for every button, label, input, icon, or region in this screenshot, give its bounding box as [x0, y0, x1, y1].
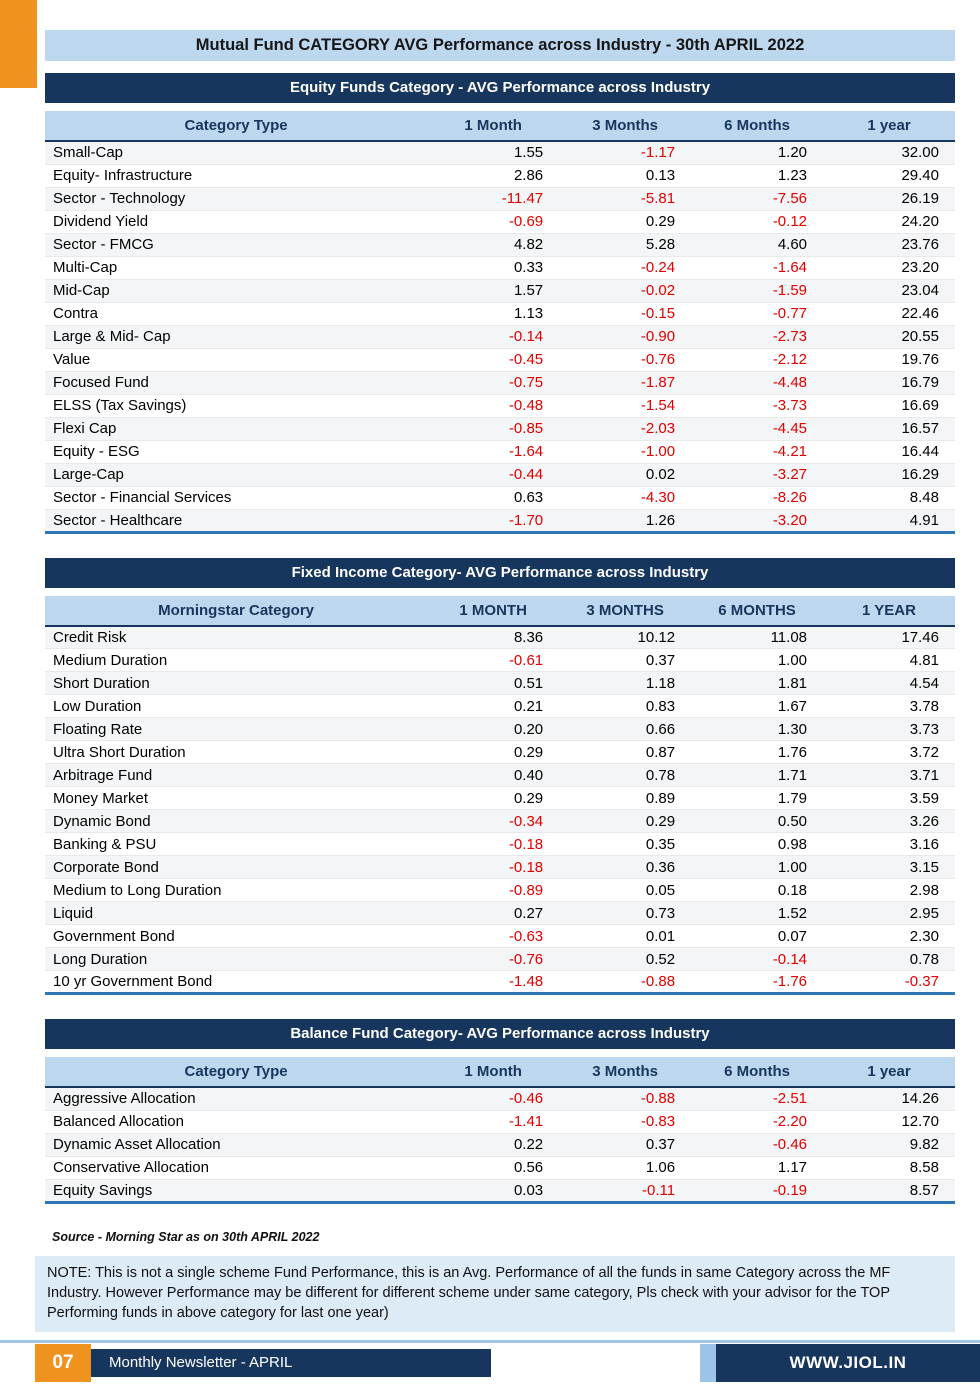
value-cell: 0.35	[559, 833, 691, 856]
value-cell: 1.30	[691, 718, 823, 741]
value-cell: -0.18	[427, 833, 559, 856]
value-cell: 16.57	[823, 417, 955, 440]
table-row	[45, 1133, 955, 1156]
column-header: 1 year	[823, 1057, 955, 1087]
value-cell: 8.57	[909, 1181, 939, 1199]
value-cell: -0.46	[691, 1133, 823, 1156]
value-cell: -0.69	[427, 210, 559, 233]
value-cell: 0.98	[691, 833, 823, 856]
value-cell: -1.70	[508, 511, 544, 529]
category-cell: Value	[45, 348, 427, 371]
value-cell: 0.05	[559, 879, 691, 902]
value-cell: 26.19	[823, 187, 955, 210]
tables-host	[45, 73, 955, 1228]
category-cell: Sector - FMCG	[45, 233, 427, 256]
category-cell: Small-Cap	[45, 141, 427, 164]
value-cell: 3.72	[823, 741, 955, 764]
column-header: 1 Month	[427, 111, 559, 141]
category-cell: Balanced Allocation	[45, 1110, 427, 1133]
value-cell: 0.20	[427, 718, 559, 741]
category-cell: Corporate Bond	[45, 856, 427, 879]
category-cell: Large & Mid- Cap	[45, 325, 427, 348]
value-cell: -0.37	[904, 973, 939, 990]
value-cell: -0.11	[642, 1181, 676, 1199]
column-header: Category Type	[45, 111, 427, 141]
table-row	[45, 672, 955, 695]
value-cell: 1.71	[691, 764, 823, 787]
value-cell: 0.89	[559, 787, 691, 810]
value-cell: 2.98	[823, 879, 955, 902]
source-note: Source - Morning Star as on 30th APRIL 2022	[52, 1230, 320, 1244]
value-cell: -1.41	[427, 1110, 559, 1133]
value-cell: 10.12	[559, 626, 691, 649]
category-cell: Focused Fund	[45, 371, 427, 394]
value-cell: 0.63	[427, 486, 559, 509]
value-cell: 16.29	[823, 463, 955, 486]
value-cell: 1.06	[559, 1156, 691, 1179]
value-cell: 0.73	[559, 902, 691, 925]
value-cell: -0.18	[427, 856, 559, 879]
fund-table-section	[45, 73, 955, 534]
data-table	[45, 1057, 955, 1204]
value-cell: 0.40	[427, 764, 559, 787]
page-title: Mutual Fund CATEGORY AVG Performance across Industry - 30th APRIL 2022	[45, 30, 955, 61]
value-cell: 0.36	[559, 856, 691, 879]
column-header: 1 year	[823, 111, 955, 141]
category-cell: Arbitrage Fund	[45, 764, 427, 787]
category-cell: Low Duration	[45, 695, 427, 718]
table-row	[45, 764, 955, 787]
table-title: Fixed Income Category- AVG Performance across Industry	[45, 558, 955, 588]
category-cell: Short Duration	[45, 672, 427, 695]
value-cell: 0.33	[427, 256, 559, 279]
value-cell: -0.89	[427, 879, 559, 902]
fund-table-section	[45, 558, 955, 996]
category-cell: Contra	[45, 302, 427, 325]
value-cell: 14.26	[823, 1087, 955, 1110]
value-cell: -2.73	[691, 325, 823, 348]
column-header: 6 Months	[691, 111, 823, 141]
table-row	[45, 626, 955, 649]
category-cell: Dividend Yield	[45, 210, 427, 233]
value-cell: 16.79	[823, 371, 955, 394]
value-cell: -3.27	[691, 463, 823, 486]
value-cell: 1.55	[427, 141, 559, 164]
table-row	[45, 925, 955, 948]
category-cell: Government Bond	[45, 925, 427, 948]
category-cell: Aggressive Allocation	[45, 1087, 427, 1110]
value-cell: -0.76	[427, 948, 559, 971]
value-cell: 3.73	[823, 718, 955, 741]
category-cell: Medium Duration	[45, 649, 427, 672]
value-cell: -1.00	[559, 440, 691, 463]
value-cell: 1.17	[691, 1156, 823, 1179]
value-cell: 23.20	[823, 256, 955, 279]
table-head	[45, 111, 955, 141]
category-cell: ELSS (Tax Savings)	[45, 394, 427, 417]
category-cell: Ultra Short Duration	[45, 741, 427, 764]
category-cell: Sector - Healthcare	[53, 511, 183, 529]
value-cell: 24.20	[823, 210, 955, 233]
table-row	[45, 833, 955, 856]
category-cell: Floating Rate	[45, 718, 427, 741]
value-cell: -1.64	[427, 440, 559, 463]
category-cell: Sector - Financial Services	[45, 486, 427, 509]
category-cell: Multi-Cap	[45, 256, 427, 279]
column-header: 1 Month	[427, 1057, 559, 1087]
category-cell: Equity - ESG	[45, 440, 427, 463]
value-cell: 0.87	[559, 741, 691, 764]
value-cell: 0.29	[559, 810, 691, 833]
value-cell: 3.71	[823, 764, 955, 787]
header-row	[45, 1057, 955, 1087]
value-cell: 23.04	[823, 279, 955, 302]
category-cell: Dynamic Asset Allocation	[45, 1133, 427, 1156]
table-row	[45, 233, 955, 256]
value-cell: -0.14	[691, 948, 823, 971]
value-cell: -8.26	[691, 486, 823, 509]
table-row	[45, 787, 955, 810]
value-cell: 3.15	[823, 856, 955, 879]
value-cell: 0.27	[427, 902, 559, 925]
table-row	[45, 210, 955, 233]
value-cell: 16.44	[823, 440, 955, 463]
value-cell: 8.58	[823, 1156, 955, 1179]
value-cell: -2.51	[691, 1087, 823, 1110]
value-cell: 0.02	[559, 463, 691, 486]
value-cell: -1.64	[691, 256, 823, 279]
value-cell: 0.29	[427, 787, 559, 810]
value-cell: -4.45	[691, 417, 823, 440]
value-cell: -0.77	[691, 302, 823, 325]
table-row	[45, 741, 955, 764]
category-cell: Dynamic Bond	[45, 810, 427, 833]
value-cell: 0.83	[559, 695, 691, 718]
value-cell: -0.90	[559, 325, 691, 348]
value-cell: -0.88	[640, 973, 676, 990]
value-cell: 0.29	[427, 741, 559, 764]
value-cell: 0.07	[691, 925, 823, 948]
column-header: 6 MONTHS	[691, 596, 823, 626]
newsletter-title: Monthly Newsletter - APRIL	[91, 1349, 491, 1377]
value-cell: 0.56	[427, 1156, 559, 1179]
category-cell: Sector - Technology	[45, 187, 427, 210]
value-cell: -7.56	[691, 187, 823, 210]
table-title: Equity Funds Category - AVG Performance across Industry	[45, 73, 955, 103]
value-cell: 8.48	[823, 486, 955, 509]
category-cell: Equity- Infrastructure	[45, 164, 427, 187]
value-cell: -0.14	[427, 325, 559, 348]
category-cell: Long Duration	[45, 948, 427, 971]
value-cell: 29.40	[823, 164, 955, 187]
value-cell: 0.50	[691, 810, 823, 833]
value-cell: 0.22	[427, 1133, 559, 1156]
value-cell: -2.12	[691, 348, 823, 371]
value-cell: 1.26	[645, 511, 676, 529]
column-header: Category Type	[45, 1057, 427, 1087]
table-head	[45, 1057, 955, 1087]
value-cell: 8.36	[427, 626, 559, 649]
value-cell: 12.70	[823, 1110, 955, 1133]
category-cell: Large-Cap	[45, 463, 427, 486]
category-cell: Flexi Cap	[45, 417, 427, 440]
table-row	[45, 971, 955, 994]
value-cell: 0.51	[427, 672, 559, 695]
category-cell: Medium to Long Duration	[45, 879, 427, 902]
header-row	[45, 596, 955, 626]
value-cell: 0.78	[559, 764, 691, 787]
value-cell: 0.37	[559, 1133, 691, 1156]
value-cell: 17.46	[823, 626, 955, 649]
value-cell: -4.21	[691, 440, 823, 463]
table-row	[45, 879, 955, 902]
value-cell: 0.03	[513, 1181, 544, 1199]
value-cell: 1.81	[691, 672, 823, 695]
value-cell: 2.95	[823, 902, 955, 925]
value-cell: -0.88	[559, 1087, 691, 1110]
page-number-badge: 07	[35, 1344, 91, 1382]
value-cell: -1.76	[772, 973, 808, 990]
table-row	[45, 164, 955, 187]
value-cell: 2.30	[823, 925, 955, 948]
fund-table-section	[45, 1019, 955, 1204]
value-cell: 4.81	[823, 649, 955, 672]
table-title: Balance Fund Category- AVG Performance across Industry	[45, 1019, 955, 1049]
table-row	[45, 141, 955, 164]
value-cell: -5.81	[559, 187, 691, 210]
value-cell: -3.20	[772, 511, 808, 529]
value-cell: 0.37	[559, 649, 691, 672]
footer-divider	[0, 1340, 980, 1343]
table-row	[45, 718, 955, 741]
category-cell: Liquid	[45, 902, 427, 925]
table-row	[45, 302, 955, 325]
value-cell: -1.59	[691, 279, 823, 302]
table-row	[45, 1179, 955, 1202]
column-header: 3 Months	[559, 111, 691, 141]
column-header: 6 Months	[691, 1057, 823, 1087]
value-cell: -0.61	[427, 649, 559, 672]
table-row	[45, 279, 955, 302]
value-cell: 9.82	[823, 1133, 955, 1156]
value-cell: -0.24	[559, 256, 691, 279]
value-cell: 23.76	[823, 233, 955, 256]
table-row	[45, 1087, 955, 1110]
value-cell: 5.28	[559, 233, 691, 256]
category-cell: Mid-Cap	[45, 279, 427, 302]
table-row	[45, 695, 955, 718]
value-cell: -1.48	[508, 973, 544, 990]
value-cell: 11.08	[691, 626, 823, 649]
value-cell: -0.15	[559, 302, 691, 325]
table-row	[45, 325, 955, 348]
value-cell: -0.12	[691, 210, 823, 233]
category-cell: 10 yr Government Bond	[53, 973, 213, 990]
value-cell: -0.45	[427, 348, 559, 371]
value-cell: 3.26	[823, 810, 955, 833]
category-cell: Banking & PSU	[45, 833, 427, 856]
value-cell: 4.91	[909, 511, 939, 529]
table-row	[45, 856, 955, 879]
table-body	[45, 1087, 955, 1202]
value-cell: 16.69	[823, 394, 955, 417]
table-row	[45, 440, 955, 463]
value-cell: -4.30	[559, 486, 691, 509]
value-cell: -1.54	[559, 394, 691, 417]
category-cell: Credit Risk	[45, 626, 427, 649]
column-header: 1 YEAR	[823, 596, 955, 626]
table-row	[45, 394, 955, 417]
category-cell: Equity Savings	[53, 1181, 153, 1199]
value-cell: 19.76	[823, 348, 955, 371]
value-cell: -2.03	[559, 417, 691, 440]
table-row	[45, 810, 955, 833]
value-cell: -11.47	[427, 187, 559, 210]
column-header: Morningstar Category	[45, 596, 427, 626]
table-row	[45, 256, 955, 279]
value-cell: -1.17	[559, 141, 691, 164]
value-cell: -0.85	[427, 417, 559, 440]
value-cell: 0.13	[559, 164, 691, 187]
website-label: WWW.JIOL.IN	[716, 1344, 980, 1382]
value-cell: -0.02	[559, 279, 691, 302]
value-cell: -0.48	[427, 394, 559, 417]
column-header: 3 MONTHS	[559, 596, 691, 626]
table-row	[45, 486, 955, 509]
table-row	[45, 649, 955, 672]
value-cell: 22.46	[823, 302, 955, 325]
value-cell: 1.00	[691, 649, 823, 672]
value-cell: -3.73	[691, 394, 823, 417]
value-cell: 2.86	[427, 164, 559, 187]
value-cell: 1.00	[691, 856, 823, 879]
column-header: 3 Months	[559, 1057, 691, 1087]
table-row	[45, 902, 955, 925]
value-cell: 0.29	[559, 210, 691, 233]
value-cell: 1.13	[427, 302, 559, 325]
value-cell: 0.66	[559, 718, 691, 741]
table-row	[45, 417, 955, 440]
value-cell: 1.76	[691, 741, 823, 764]
value-cell: 1.23	[691, 164, 823, 187]
value-cell: -0.76	[559, 348, 691, 371]
value-cell: 0.52	[559, 948, 691, 971]
value-cell: 32.00	[823, 141, 955, 164]
value-cell: 1.67	[691, 695, 823, 718]
table-head	[45, 596, 955, 626]
data-table	[45, 111, 955, 534]
value-cell: 1.52	[691, 902, 823, 925]
table-body	[45, 141, 955, 532]
value-cell: 0.21	[427, 695, 559, 718]
table-row	[45, 1156, 955, 1179]
value-cell: 4.60	[691, 233, 823, 256]
value-cell: 3.78	[823, 695, 955, 718]
value-cell: -0.44	[427, 463, 559, 486]
disclaimer-note: NOTE: This is not a single scheme Fund Performance, this is an Avg. Performance of all the funds in same Category across the MF Industry. However Performance may be different for different scheme under same category, Pls check with your advisor for the TOP Performing funds in above category for last one year)	[35, 1256, 955, 1332]
value-cell: 1.18	[559, 672, 691, 695]
header-row	[45, 111, 955, 141]
value-cell: 0.78	[823, 948, 955, 971]
value-cell: 1.57	[427, 279, 559, 302]
category-cell: Money Market	[45, 787, 427, 810]
data-table	[45, 596, 955, 996]
value-cell: -1.87	[559, 371, 691, 394]
value-cell: -0.75	[427, 371, 559, 394]
value-cell: 20.55	[823, 325, 955, 348]
value-cell: 4.54	[823, 672, 955, 695]
value-cell: 0.01	[559, 925, 691, 948]
table-body	[45, 626, 955, 994]
value-cell: -0.19	[772, 1181, 808, 1199]
table-row	[45, 187, 955, 210]
table-row	[45, 948, 955, 971]
footer-accent-block	[700, 1344, 716, 1382]
table-row	[45, 348, 955, 371]
value-cell: 3.59	[823, 787, 955, 810]
value-cell: -4.48	[691, 371, 823, 394]
table-row	[45, 509, 955, 532]
column-header: 1 MONTH	[427, 596, 559, 626]
value-cell: 1.79	[691, 787, 823, 810]
value-cell: -0.46	[427, 1087, 559, 1110]
value-cell: 1.20	[691, 141, 823, 164]
corner-accent-block	[0, 0, 37, 88]
table-row	[45, 371, 955, 394]
value-cell: -2.20	[691, 1110, 823, 1133]
value-cell: 3.16	[823, 833, 955, 856]
value-cell: 0.18	[691, 879, 823, 902]
table-row	[45, 463, 955, 486]
value-cell: 4.82	[427, 233, 559, 256]
value-cell: -0.34	[427, 810, 559, 833]
value-cell: -0.83	[559, 1110, 691, 1133]
table-row	[45, 1110, 955, 1133]
value-cell: -0.63	[427, 925, 559, 948]
category-cell: Conservative Allocation	[45, 1156, 427, 1179]
